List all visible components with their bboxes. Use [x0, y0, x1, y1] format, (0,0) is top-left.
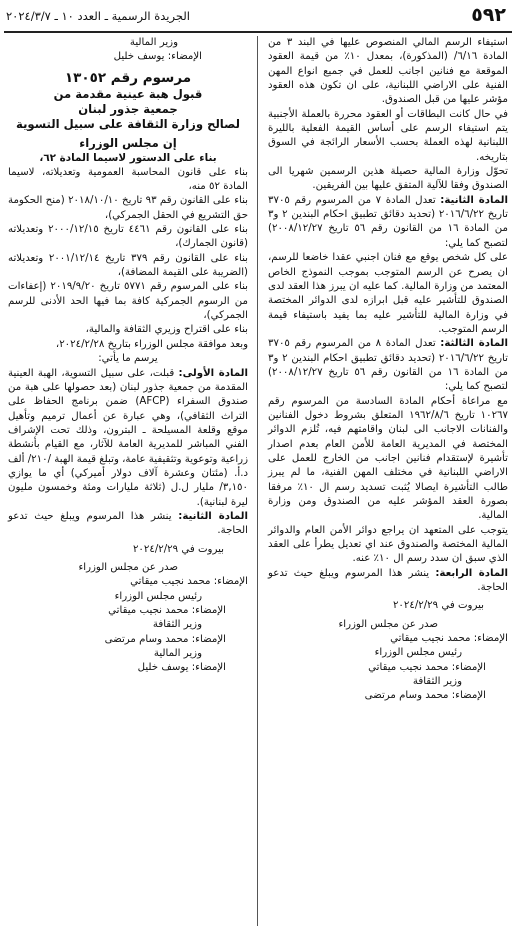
- paragraph-text: وبعد موافقة مجلس الوزراء بتاريخ ٢٠٢٤/٢/٢٨،: [55, 338, 248, 350]
- paragraph-text: تعدل المادة ٧ من المرسوم رقم ٣٧٠٥ تاريخ ٢٠١٦/٦/٢٢ (تحديد دقائق تطبيق احكام البندين ٢ و٣ من المادة ١٦ من القانون رقم ٥٦ تاريخ ٢٠٠٨/١٢/٢٧) لتصبح كما يلي:: [268, 194, 508, 249]
- decree-title-line: قبول هبة عينية مقدمة من: [53, 86, 203, 101]
- paragraph-text: بناء على اقتراح وزيري الثقافة والمالية،: [85, 324, 248, 336]
- preamble-paragraph: [8, 323, 248, 337]
- council-heading: إن مجلس الوزراء: [79, 135, 177, 150]
- constitution-line: بناء على الدستور لاسيما المادة ٦٢،: [39, 151, 217, 164]
- signature-line: رئيس مجلس الوزراء: [114, 590, 202, 602]
- article-lead: المادة الرابعة:: [435, 567, 508, 579]
- paragraph-text: تعدل المادة ٨ من المرسوم رقم ٣٧٠٥ تاريخ ٢٠١٦/٦/٢٢ (تحديد دقائق تطبيق احكام البندين ٢ و٣ من المادة ١٦ من القانون رقم ٥٦ تاريخ ٢٠٠٨/١٢/٢٧) لتصبح كما يلي:: [268, 338, 508, 393]
- signature-line: الإمضاء: يوسف خليل: [137, 662, 226, 674]
- preamble-paragraph: [8, 223, 248, 252]
- left-column: [8, 36, 248, 676]
- paragraph: [268, 395, 508, 524]
- article-lead: المادة الثانية:: [178, 510, 248, 522]
- signature-line: صدر عن مجلس الوزراء: [78, 561, 178, 573]
- signature-line: الإمضاء: محمد وسام مرتضى: [104, 633, 226, 645]
- decrees-line: يرسم ما يأتي:: [98, 353, 158, 365]
- right-column: [268, 36, 508, 704]
- paragraph: [268, 524, 508, 567]
- signature-line: الإمضاء: يوسف خليل: [113, 51, 202, 63]
- paragraph-text: يتوجب على المتعهد ان يراجع دوائر الأمن العام والدوائر المالية المختصة والصندوق عند اي تعديل يطرأ على العقد الذي سبق ان سدد رسم ال ١٠٪ عنه.: [268, 524, 508, 565]
- paragraph-text: بناء على القانون رقم ٤٤٦١ تاريخ ٢٠٠٠/١٢/١٥ وتعديلاته (قانون الجمارك)،: [8, 224, 249, 250]
- paragraph: [268, 567, 508, 596]
- paragraph-text: بناء على القانون رقم ٣٧٩ تاريخ ٢٠٠١/١٢/١٤ وتعديلاته (الضريبة على القيمة المضافة)،: [8, 252, 249, 279]
- signature-line: صدر عن مجلس الوزراء: [338, 618, 438, 630]
- preamble-paragraph: [8, 338, 248, 352]
- signature-line: الإمضاء: محمد وسام مرتضى: [364, 690, 486, 702]
- decree-number: مرسوم رقم ١٣٠٥٢: [64, 69, 192, 86]
- decree-title-line: لصالح وزارة الثقافة على سبيل التسوية: [16, 116, 240, 131]
- paragraph-text: ينشر هذا المرسوم ويبلغ حيث تدعو الحاجة.: [8, 510, 248, 537]
- header-divider: [4, 31, 512, 33]
- page-number: ٥٩٢: [471, 4, 506, 26]
- right-column-body: [268, 36, 508, 595]
- signature-line: وزير المالية: [153, 648, 202, 660]
- paragraph: [268, 337, 508, 394]
- paragraph-text: على كل شخص يوقع مع فنان اجنبي عقدا خاضعا للرسم، ان يصرح عن الرسم المتوجب بموجب النموذج الخاص المعتمد من وزارة المالية. كما عليه ان يبرز هذا العقد لدى الصندوق للتأشير عليه قبل ابرازه لدى الدوائر المختصة في وزارة المالية للتأشير عليه بما يفيد باستيفاء قيمة الرسم المتوجب.: [268, 252, 508, 335]
- signature-line: وزير المالية: [129, 37, 178, 48]
- paragraph: [268, 108, 508, 165]
- top-signature-block: [8, 36, 248, 65]
- paragraph-text: بناء على قانون المحاسبة العمومية وتعديلاته، لاسيما المادة ٥٢ منه،: [8, 166, 248, 193]
- date-line: بيروت في ٢٠٢٤/٢/٢٩: [392, 600, 484, 612]
- article-lead: المادة الثالثة:: [440, 338, 508, 350]
- paragraph-text: في حال كانت البطاقات أو العقود محررة بالعملة الأجنبية يتم استيفاء الرسم على أساس القيمة الفعلية بالليرة اللبنانية لهذه العملة بحسب الأسعار الرائجة في السوق بتاريخه.: [268, 108, 508, 163]
- paragraph: [268, 165, 508, 194]
- paragraph-text: مع مراعاة أحكام المادة السادسة من المرسوم رقم ١٠٢٦٧ تاريخ ١٩٦٢/٨/٦ المتعلق بشروط دخول الفنانين والفنانات الاجانب الى لبنان واقامتهم فيه، تُلزم الدوائر المختصة في المديرية العامة للأمن العام بعدم اصدار تأشيرة لإستقدام فنانين اجانب من الخارج للعمل على الاراضي اللبنانية في مختلف المهن الفنية، ما لم يبرز طالب التأشيرة ايصالا يُثبت تسديد رسم ال ١٠٪ مرفقا بصورة العقد المؤشر عليه من الصندوق ومن وزارة المالية.: [268, 395, 508, 522]
- decree-title: [8, 87, 248, 132]
- gazette-title: الجريدة الرسمية ـ العدد ١٠ ـ ٢٠٢٤/٣/٧: [6, 9, 190, 23]
- signature-line: الإمضاء: محمد نجيب ميقاتي: [368, 661, 486, 673]
- paragraph-text: استيفاء الرسم المالي المنصوص عليها في البند ٣ من المادة ٦/١٦/ (المذكورة)، بمعدل ١٠٪ من قيمة العقود الموقعة مع فنانين اجانب للعمل في جميع انواع المهن الفنية على الاراضي اللبنانية، على ان تكون هذه العقود مؤشر عليها من قبل الصندوق.: [268, 37, 508, 106]
- date-line: بيروت في ٢٠٢٤/٢/٢٩: [132, 543, 224, 555]
- preamble-paragraph: [8, 280, 248, 323]
- paragraph-text: تحوّل وزارة المالية حصيلة هذين الرسمين شهريا الى الصندوق وفقا للآلية المتفق عليها بين الفريقين.: [268, 166, 508, 192]
- article: [8, 367, 248, 510]
- column-divider: [257, 36, 258, 926]
- signature-line: وزير الثقافة: [152, 619, 202, 631]
- paragraph: [268, 194, 508, 251]
- signature-line: رئيس مجلس الوزراء: [374, 647, 462, 659]
- signature-line: الإمضاء: محمد نجيب ميقاتي: [108, 605, 226, 616]
- signature-block: [8, 561, 248, 676]
- decree-title-line: جمعية جذور لبنان: [78, 101, 178, 116]
- signature-block: [268, 618, 508, 704]
- article: [8, 510, 248, 539]
- signature-line: الإمضاء: محمد نجيب ميقاتي: [130, 576, 248, 588]
- preamble-paragraph: [8, 252, 248, 281]
- preamble: [8, 166, 248, 352]
- page-header: [0, 4, 516, 32]
- paragraph-text: قبلت، على سبيل التسوية، الهبة العينية المقدمة من جمعية جذور لبنان (بعد حصولها على هبة من صندوق السفراء (AFCP) ضمن برنامج الحفاظ على التراث الثقافي)، وهي عبارة عن أعمال ترميم وتأهيل موقع وقلعة المسيلحة ـ البترون، وذلك تحت الإشراف الفني المباشر للمديرية العامة للآثار، مع القيام بأنشطة زراعية وتوعوية وتثقيفية عامة، وتبلغ قيمة الهبة /٢١٠/ ألف د.أ. (مئتان وعشرة آلاف دولار أميركي) أي ما يوازي ٣,١٥٠/ مليار ل.ل (ثلاثة مليارات ومئة وخمسون مليون ليرة لبنانية).: [8, 367, 248, 508]
- paragraph-text: بناء على المرسوم رقم ٥٧٧١ تاريخ ٢٠١٩/٩/٢٠ (إعفاءات من الرسوم الجمركية كافة بما فيها الحد الأدنى للرسم الجمركي)،: [8, 281, 249, 322]
- signature-line: وزير الثقافة: [412, 676, 462, 688]
- preamble-paragraph: [8, 194, 248, 223]
- paragraph: [268, 36, 508, 108]
- paragraph: [268, 251, 508, 337]
- paragraph-text: بناء على القانون رقم ٩٣ تاريخ ٢٠١٨/١٠/١٠ (منح الحكومة حق التشريع في الحقل الجمركي)،: [8, 195, 248, 221]
- paragraph-text: ينشر هذا المرسوم ويبلغ حيث تدعو الحاجة.: [268, 567, 508, 594]
- article-lead: المادة الأولى:: [178, 367, 248, 379]
- articles: [8, 367, 248, 539]
- preamble-paragraph: [8, 166, 248, 195]
- article-lead: المادة الثانية:: [440, 194, 508, 206]
- signature-line: الإمضاء: محمد نجيب ميقاتي: [390, 633, 508, 645]
